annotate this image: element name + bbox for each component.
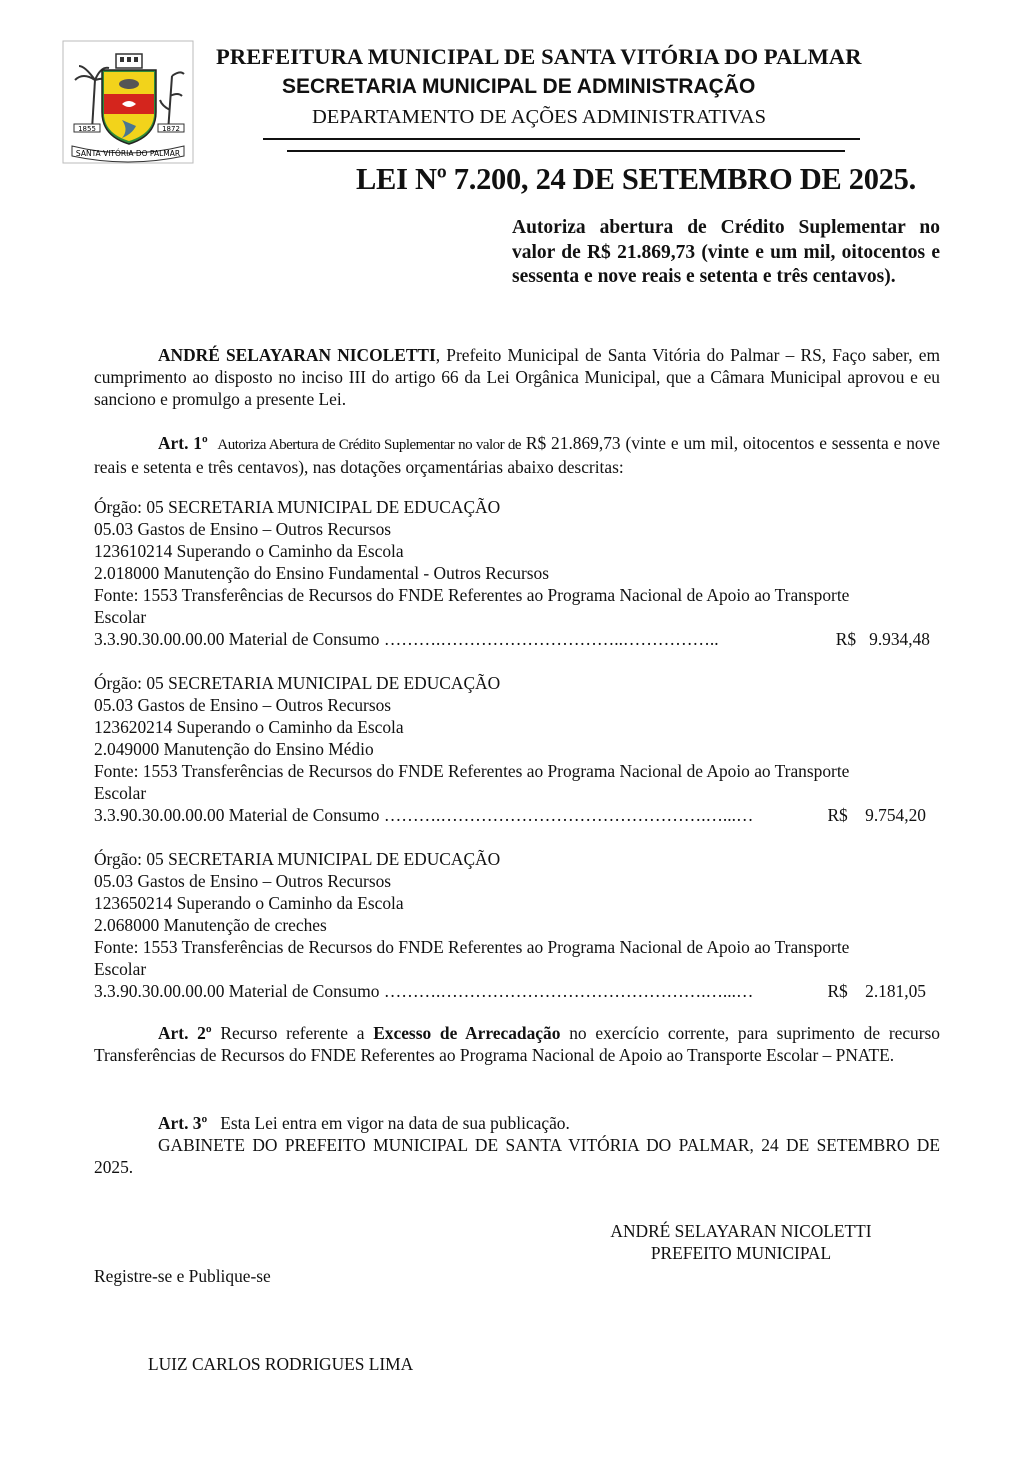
logo-year-right: 1872 (162, 125, 180, 133)
second-signer: LUIZ CARLOS RODRIGUES LIMA (148, 1354, 414, 1374)
law-ementa: Autoriza abertura de Crédito Suplementar no valor de R$ 21.869,73 (vinte e um mil, oitocentos e sessenta e nove reais e setenta e três centavos). (512, 217, 940, 287)
header-secretaria: SECRETARIA MUNICIPAL DE ADMINISTRAÇÃO (282, 75, 756, 98)
header-prefeitura: PREFEITURA MUNICIPAL DE SANTA VITÓRIA DO PALMAR (216, 44, 862, 69)
mayor-signature (596, 1220, 886, 1264)
fonte: Fonte: 1553 Transferências de Recursos do FNDE Referentes ao Programa Nacional de Apoio ao Transporte (94, 761, 850, 781)
acao: 2.068000 Manutenção de creches (94, 915, 327, 935)
orgao: Órgão: 05 SECRETARIA MUNICIPAL DE EDUCAÇÃO (94, 497, 501, 517)
article-3-text: Esta Lei entra em vigor na data de sua publicação. (207, 1113, 570, 1133)
valor-group (827, 980, 926, 1002)
acao: 2.018000 Manutenção do Ensino Fundamental - Outros Recursos (94, 563, 549, 583)
dotacao-block (94, 496, 940, 650)
dotacao-block (94, 848, 940, 1002)
article-3-label: Art. 3º (158, 1113, 208, 1133)
registre-publique: Registre-se e Publique-se (94, 1266, 271, 1286)
article-1-small-text: Autoriza Abertura de Crédito Suplementar no valor de (217, 437, 522, 453)
elemento-line (94, 980, 926, 1002)
article-2 (94, 1022, 940, 1066)
orgao: Órgão: 05 SECRETARIA MUNICIPAL DE EDUCAÇÃO (94, 849, 501, 869)
elemento: 3.3.90.30.00.00.00 Material de Consumo ……….…………………………..…………….. (94, 629, 719, 649)
moeda: R$ (835, 629, 857, 649)
article-1-label: Art. 1º (158, 433, 208, 453)
mayor-name: ANDRÉ SELAYARAN NICOLETTI (158, 345, 436, 365)
fonte: Fonte: 1553 Transferências de Recursos do FNDE Referentes ao Programa Nacional de Apoio ao Transporte (94, 585, 850, 605)
elemento: 3.3.90.30.00.00.00 Material de Consumo ……….……………………………………….…...… (94, 805, 754, 825)
programa: 123610214 Superando o Caminho da Escola (94, 541, 404, 561)
elemento-line (94, 804, 926, 826)
unidade: 05.03 Gastos de Ensino – Outros Recursos (94, 695, 392, 715)
moeda: R$ (827, 805, 848, 825)
fonte-cont: Escolar (94, 783, 147, 803)
valor-group (827, 804, 926, 826)
elemento: 3.3.90.30.00.00.00 Material de Consumo ……….……………………………………….…...… (94, 981, 754, 1001)
article-3 (94, 1112, 940, 1134)
header-departamento: DEPARTAMENTO DE AÇÕES ADMINISTRATIVAS (312, 106, 767, 128)
valor: 9.754,20 (865, 805, 926, 825)
logo-ribbon-text: SANTA VITÓRIA DO PALMAR (75, 149, 181, 158)
fonte-cont: Escolar (94, 607, 147, 627)
programa: 123620214 Superando o Caminho da Escola (94, 717, 404, 737)
valor: 2.181,05 (865, 981, 926, 1001)
preamble (94, 344, 940, 410)
dotacao-block (94, 672, 940, 826)
unidade: 05.03 Gastos de Ensino – Outros Recursos (94, 519, 392, 539)
header-divider (263, 138, 860, 140)
acao: 2.049000 Manutenção do Ensino Médio (94, 739, 374, 759)
article-1 (94, 432, 940, 478)
valor-group (836, 628, 930, 650)
moeda: R$ (827, 981, 848, 1001)
logo-year-left: 1855 (78, 125, 96, 133)
header-divider (287, 150, 845, 152)
article-2-text-before: Recurso referente a (211, 1023, 374, 1043)
orgao: Órgão: 05 SECRETARIA MUNICIPAL DE EDUCAÇÃO (94, 673, 501, 693)
valor: 9.934,48 (869, 629, 930, 649)
article-2-label: Art. 2º (158, 1023, 212, 1043)
programa: 123650214 Superando o Caminho da Escola (94, 893, 404, 913)
coat-of-arms-icon (62, 40, 194, 164)
signature-name: ANDRÉ SELAYARAN NICOLETTI (610, 1221, 872, 1241)
fonte-cont: Escolar (94, 959, 147, 979)
fonte: Fonte: 1553 Transferências de Recursos do FNDE Referentes ao Programa Nacional de Apoio ao Transporte (94, 937, 850, 957)
article-2-bold: Excesso de Arrecadação (373, 1023, 561, 1043)
signature-role: PREFEITO MUNICIPAL (650, 1243, 832, 1263)
gabinete: GABINETE DO PREFEITO MUNICIPAL DE SANTA VITÓRIA DO PALMAR, 24 DE SETEMBRO DE 2025. (94, 1135, 940, 1177)
law-title: LEI Nº 7.200, 24 DE SETEMBRO DE 2025. (356, 162, 916, 196)
article-1-text: R$ 21.869,73 (vinte e um mil, oitocentos e sessenta e nove reais e setenta e três centavos), nas dotações orçamentárias abaixo descritas: (94, 433, 940, 477)
elemento-line (94, 628, 930, 650)
unidade: 05.03 Gastos de Ensino – Outros Recursos (94, 871, 392, 891)
preamble-text: , Prefeito Municipal de Santa Vitória do Palmar – RS, Faço saber, em cumprimento ao disposto no inciso III do artigo 66 da Lei Orgânica Municipal, que a Câmara Municipal aprovou e eu sanciono e promulgo a presente Lei. (94, 345, 940, 409)
article-2-text-after: no exercício corrente, para suprimento de recurso Transferências de Recursos do FNDE Referentes ao Programa Nacional de Apoio ao Transporte Escolar – PNATE. (94, 1023, 940, 1065)
